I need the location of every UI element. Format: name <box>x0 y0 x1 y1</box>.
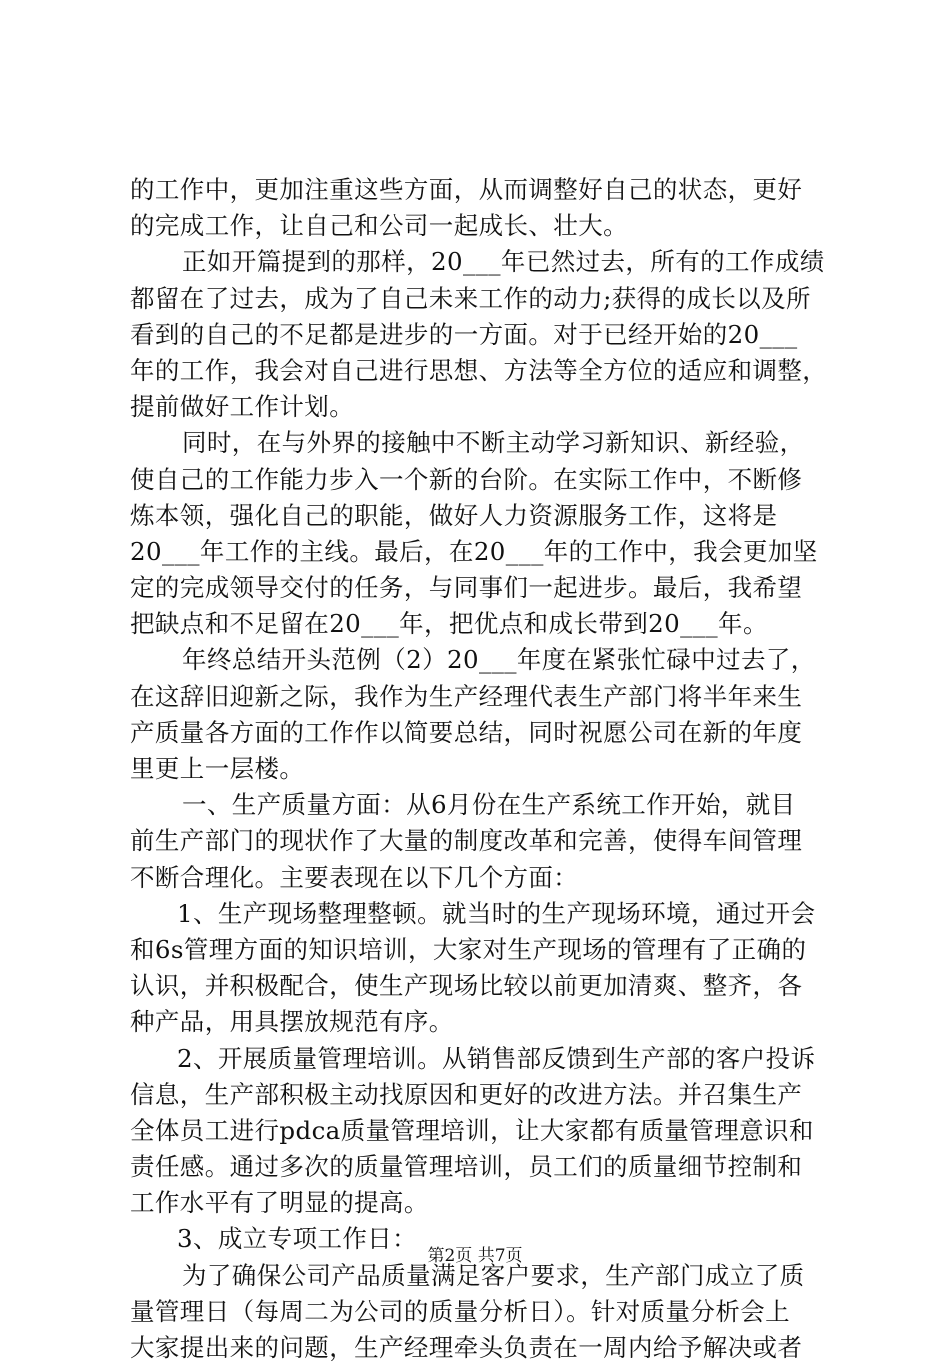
text-line: 量管理日（每周二为公司的质量分析日）。针对质量分析会上 <box>130 1296 791 1326</box>
text-line: 把缺点和不足留在20___年，把优点和成长带到20___年。 <box>130 609 768 639</box>
text-line: 年终总结开头范例（2）20___年度在紧张忙碌中过去了， <box>182 645 816 675</box>
text-line: 前生产部门的现状作了大量的制度改革和完善，使得车间管理 <box>130 826 803 856</box>
text-line: 2、开展质量管理培训。从销售部反馈到生产部的客户投诉 <box>177 1043 816 1073</box>
text-line: 一、生产质量方面：从6月份在生产系统工作开始，就目 <box>182 790 796 820</box>
text-line: 工作水平有了明显的提高。 <box>130 1188 429 1218</box>
text-line: 3、成立专项工作日： <box>177 1224 418 1254</box>
text-line: 认识，并积极配合，使生产现场比较以前更加清爽、整齐，各 <box>130 971 803 1001</box>
text-line: 和6s管理方面的知识培训，大家对生产现场的管理有了正确的 <box>130 934 807 964</box>
text-line: 20___年工作的主线。最后，在20___年的工作中，我会更加坚 <box>130 536 818 566</box>
text-line: 使自己的工作能力步入一个新的台阶。在实际工作中，不断修 <box>130 464 803 494</box>
page-footer: 第2页 共7页 <box>427 1246 523 1266</box>
text-line: 的工作中，更加注重这些方面，从而调整好自己的状态，更好 <box>130 175 803 204</box>
text-line: 的完成工作，让自己和公司一起成长、壮大。 <box>130 211 628 241</box>
text-line: 种产品，用具摆放规范有序。 <box>130 1007 454 1037</box>
text-line: 大家提出来的问题，生产经理牵头负责在一周内给予解决或者 <box>130 1333 803 1362</box>
text-line: 在这辞旧迎新之际，我作为生产经理代表生产部门将半年来生 <box>130 681 803 711</box>
text-line: 同时，在与外界的接触中不断主动学习新知识、新经验， <box>182 428 805 458</box>
text-line: 不断合理化。主要表现在以下几个方面： <box>130 862 579 892</box>
text-line: 产质量各方面的工作作以简要总结，同时祝愿公司在新的年度 <box>130 717 803 747</box>
text-line: 年的工作，我会对自己进行思想、方法等全方位的适应和调整， <box>130 355 828 385</box>
text-line: 信息，生产部积极主动找原因和更好的改进方法。并召集生产 <box>130 1079 803 1109</box>
text-line: 责任感。通过多次的质量管理培训，员工们的质量细节控制和 <box>130 1152 803 1182</box>
text-line: 看到的自己的不足都是进步的一方面。对于已经开始的20___ <box>130 319 798 349</box>
text-line: 定的完成领导交付的任务，与同事们一起进步。最后，我希望 <box>130 573 803 603</box>
text-line: 1、生产现场整理整顿。就当时的生产现场环境，通过开会 <box>177 898 816 928</box>
text-line: 正如开篇提到的那样，20___年已然过去，所有的工作成绩 <box>182 247 825 277</box>
text-line: 都留在了过去，成为了自己未来工作的动力;获得的成长以及所 <box>130 283 811 313</box>
text-line: 提前做好工作计划。 <box>130 392 355 422</box>
document-body <box>130 172 830 1366</box>
text-line: 里更上一层楼。 <box>130 754 305 783</box>
text-line: 全体员工进行pdca质量管理培训，让大家都有质量管理意识和 <box>130 1115 814 1145</box>
text-line: 炼本领，强化自己的职能，做好人力资源服务工作，这将是 <box>130 500 778 530</box>
text-line: 为了确保公司产品质量满足客户要求，生产部门成立了质 <box>182 1260 805 1290</box>
